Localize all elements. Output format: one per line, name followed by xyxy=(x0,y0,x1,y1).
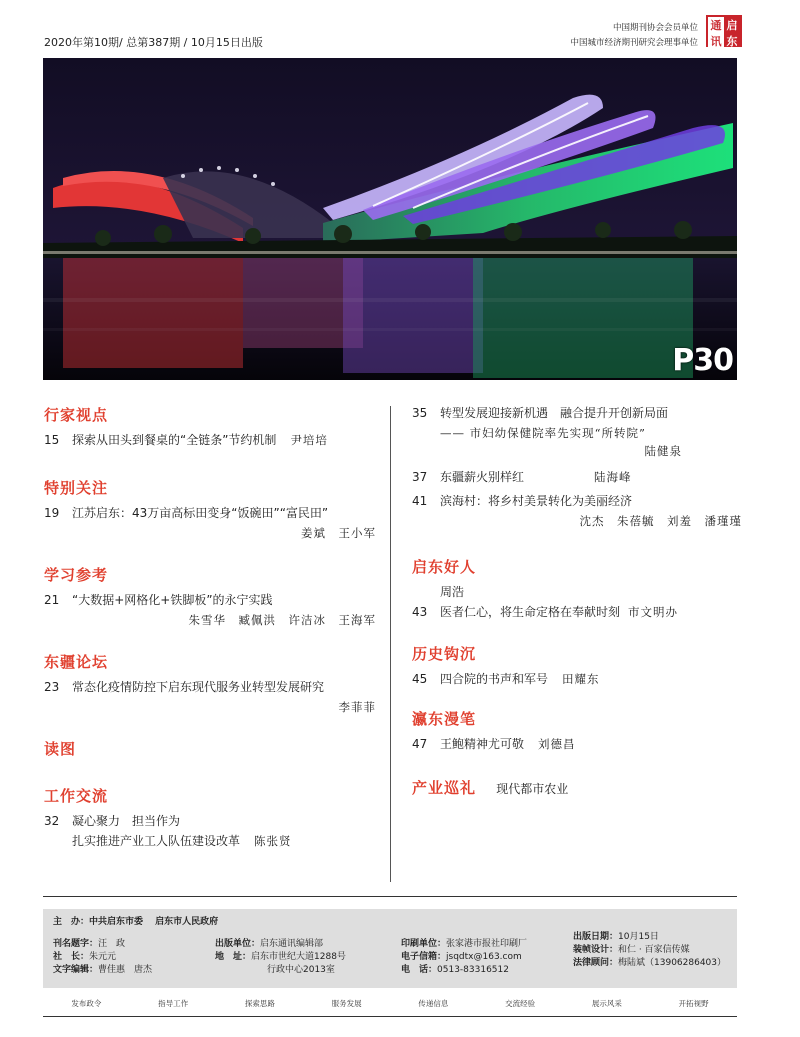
page-number: 35 xyxy=(412,406,428,420)
credit-label: 电子信箱： xyxy=(401,952,447,962)
section-title: 瀛东漫笔 xyxy=(412,710,477,728)
credit-chief xyxy=(53,938,125,951)
toc-entry[interactable] xyxy=(44,431,376,449)
credit-value: 和仁 · 百家信传媒 xyxy=(618,945,690,955)
toc-entry[interactable] xyxy=(412,492,742,510)
page-number: 37 xyxy=(412,470,428,484)
page-number: 43 xyxy=(412,605,428,619)
logo-char: 启 xyxy=(726,19,738,32)
column-divider xyxy=(390,406,391,882)
credit-legal xyxy=(573,957,726,970)
footer-item: 服务发展 xyxy=(331,999,362,1008)
credit-value[interactable]: jsqdtx@163.com xyxy=(446,952,522,962)
section-title: 东疆论坛 xyxy=(44,653,109,671)
credit-value: 汪 政 xyxy=(98,939,126,949)
toc-entry[interactable] xyxy=(412,735,742,753)
toc-entry[interactable] xyxy=(44,812,376,830)
credit-value: 10月15日 xyxy=(618,932,659,942)
credit-printer xyxy=(401,938,527,951)
section-hangjia xyxy=(44,404,376,449)
cover-photo xyxy=(43,58,737,380)
credit-label: 电 话： xyxy=(401,965,438,975)
article-title: “大数据+网格化+铁脚板”的永宁实践 xyxy=(72,593,273,607)
footer-item: 探索思路 xyxy=(244,999,275,1008)
credit-value: 朱元元 xyxy=(89,952,117,962)
article-author: 尹培培 xyxy=(290,433,328,447)
credit-value: 张家港市报社印刷厂 xyxy=(446,939,528,949)
section-yingdong xyxy=(412,708,742,753)
credit-label: 法律顾问： xyxy=(573,958,619,968)
toc-entry[interactable] xyxy=(412,404,742,422)
credit-label: 社 长： xyxy=(53,952,90,962)
section-xuexi xyxy=(44,564,376,629)
section-dutu xyxy=(44,738,376,759)
page-number: 19 xyxy=(44,506,60,520)
article-authors: 陆健泉 xyxy=(644,444,682,458)
toc-entry[interactable] xyxy=(44,678,376,696)
section-title: 行家视点 xyxy=(44,406,109,424)
logo-char: 通 xyxy=(708,17,724,33)
section-chanye xyxy=(412,777,742,804)
credit-label: 地 址： xyxy=(215,952,252,962)
article-title: 常态化疫情防控下启东现代服务业转型发展研究 xyxy=(72,680,325,694)
section-tebie xyxy=(44,477,376,542)
section-title: 启东好人 xyxy=(412,558,477,576)
section-title xyxy=(412,777,568,798)
footer-item: 指导工作 xyxy=(158,999,189,1008)
section-title[interactable]: 读图 xyxy=(44,740,77,758)
toc-entry[interactable] xyxy=(412,468,742,486)
logo-char: 讯 xyxy=(708,33,724,49)
credit-label: 出版单位： xyxy=(215,939,261,949)
page-number: 23 xyxy=(44,680,60,694)
toc-entry[interactable] xyxy=(412,603,742,621)
footer-item: 交流经验 xyxy=(505,999,536,1008)
article-title: 江苏启东：43万亩高标田变身“饭碗田”“富民田” xyxy=(72,506,329,520)
toc-entry-line2 xyxy=(44,832,376,850)
credit-value: 0513-83316512 xyxy=(437,965,509,975)
toc-entry[interactable] xyxy=(412,670,742,688)
credit-label: 主 办： xyxy=(53,917,90,927)
section-dongjiang xyxy=(44,651,376,716)
credit-value: 中共启东市委 启东市人民政府 xyxy=(89,917,219,927)
section-haoren xyxy=(412,556,742,621)
article-title-line2: 扎实推进产业工人队伍建设改革 xyxy=(72,834,241,848)
section-title: 特别关注 xyxy=(44,479,109,497)
article-authors: 姜斌 王小军 xyxy=(301,526,376,540)
section-title: 工作交流 xyxy=(44,787,109,805)
credit-date xyxy=(573,931,659,944)
section-lishi xyxy=(412,643,742,688)
article-author: 田耀东 xyxy=(562,672,600,686)
article-author: 陈张贤 xyxy=(254,834,292,848)
credit-address xyxy=(215,951,346,964)
page-number: 15 xyxy=(44,433,60,447)
credits-top-rule xyxy=(43,896,737,897)
credits-box xyxy=(43,909,737,988)
page-number: 32 xyxy=(44,814,60,828)
section-inline-article[interactable]: 现代都市农业 xyxy=(496,782,569,796)
credit-president xyxy=(53,951,116,964)
toc-entry[interactable] xyxy=(44,504,376,522)
section-title: 学习参考 xyxy=(44,566,109,584)
credit-editor xyxy=(53,964,152,977)
credit-value: 梅陆斌（13906286403） xyxy=(618,958,727,968)
credit-label: 刊名题字： xyxy=(53,939,99,949)
credit-value: 启东市世纪大道1288号 xyxy=(251,952,346,962)
credit-phone xyxy=(401,964,509,977)
footer-bottom-rule xyxy=(43,1016,737,1017)
article-title: 医者仁心，将生命定格在奉献时刻 xyxy=(440,605,621,619)
credit-label: 印刷单位： xyxy=(401,939,447,949)
article-title: 凝心聚力 担当作为 xyxy=(72,814,181,828)
credit-value: 启东通讯编辑部 xyxy=(260,939,324,949)
section-gongzuo xyxy=(44,785,376,850)
article-title: 转型发展迎接新机遇 融合提升开创新局面 xyxy=(440,406,669,420)
org-line-2: 中国城市经济期刊研究会理事单位 xyxy=(570,38,698,48)
section-title: 历史钩沉 xyxy=(412,645,477,663)
page-number: 47 xyxy=(412,737,428,751)
article-author: 刘德昌 xyxy=(538,737,576,751)
logo-char: 东 xyxy=(726,35,738,48)
person-name: 周浩 xyxy=(440,585,465,599)
footer-item: 发布政令 xyxy=(71,999,102,1008)
footer-slogans xyxy=(43,998,737,1009)
toc-right-column xyxy=(412,404,742,804)
article-author: 陆海峰 xyxy=(594,470,632,484)
section-continued xyxy=(412,404,742,530)
page-number: 21 xyxy=(44,593,60,607)
article-title: 王鲍精神尤可敬 xyxy=(440,737,525,751)
credit-value: 行政中心2013室 xyxy=(267,965,335,975)
credit-label: 装帧设计： xyxy=(573,945,619,955)
organization-lines xyxy=(570,21,698,51)
credit-value: 曹佳惠 唐杰 xyxy=(98,965,153,975)
credit-sponsor xyxy=(53,916,218,929)
credit-label: 出版日期： xyxy=(573,932,619,942)
toc-entry[interactable] xyxy=(44,591,376,609)
article-authors: 朱雪华 臧佩洪 许洁冰 王海军 xyxy=(188,613,376,627)
toc-left-column xyxy=(44,404,376,854)
article-author: 市文明办 xyxy=(628,605,679,619)
page-number-tag: P30 xyxy=(672,343,733,378)
article-title: 东疆薪火别样红 xyxy=(440,470,525,484)
section-title-text: 产业巡礼 xyxy=(412,779,477,797)
article-authors: 李菲菲 xyxy=(338,700,376,714)
page-number: 45 xyxy=(412,672,428,686)
credit-label: 文字编辑： xyxy=(53,965,99,975)
footer-item: 开拓视野 xyxy=(678,999,709,1008)
article-title: 四合院的书声和军号 xyxy=(440,672,549,686)
footer-item: 展示风采 xyxy=(591,999,622,1008)
article-title: 滨海村：将乡村美景转化为美丽经济 xyxy=(440,494,633,508)
credit-address-line2 xyxy=(267,964,335,977)
issue-info: 2020年第10期/ 总第387期 / 10月15日出版 xyxy=(44,36,263,49)
article-authors: 沈杰 朱蓓毓 刘羞 潘瑾瑾 xyxy=(579,514,742,528)
org-line-1: 中国期刊协会会员单位 xyxy=(612,23,698,33)
article-title: 探索从田头到餐桌的“全链条”节约机制 xyxy=(72,433,277,447)
credit-publisher xyxy=(215,938,323,951)
magazine-logo xyxy=(706,15,742,47)
credit-design xyxy=(573,944,690,957)
page-number: 41 xyxy=(412,494,428,508)
article-subtitle: —— 市妇幼保健院率先实现“所转院” xyxy=(440,426,646,440)
night-stadium-illustration xyxy=(43,58,737,380)
credit-email xyxy=(401,951,522,964)
footer-item: 传递信息 xyxy=(418,999,449,1008)
